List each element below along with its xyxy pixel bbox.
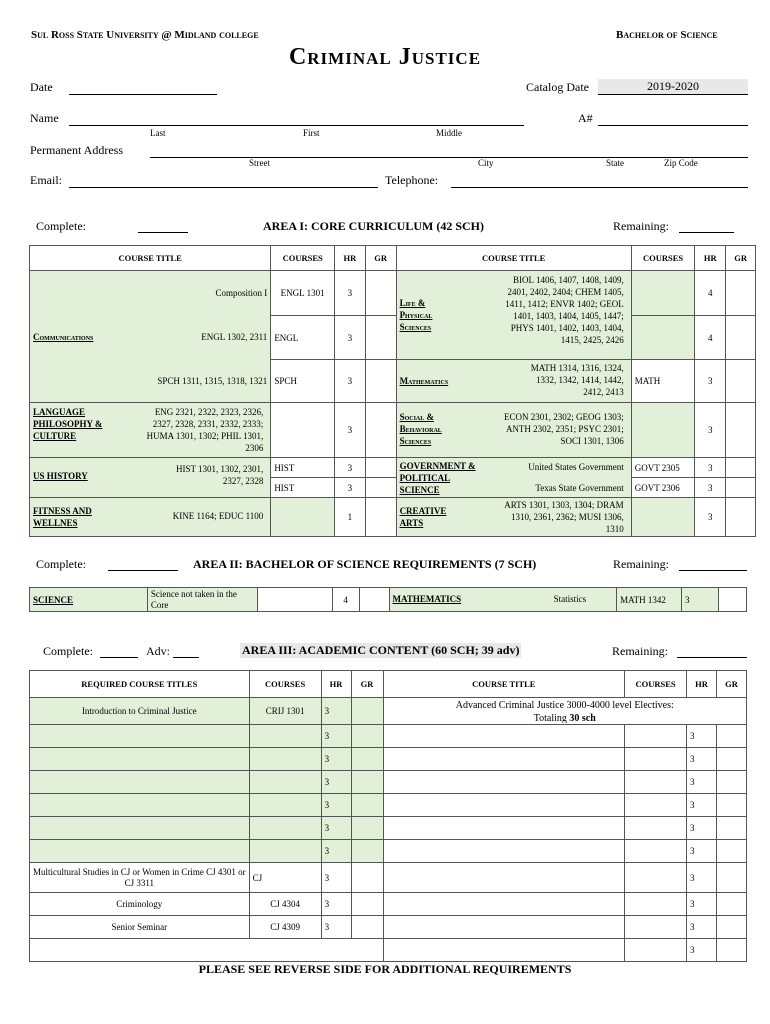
- university-header: Sul Ross State University @ Midland college: [31, 29, 259, 41]
- social-hr: 3: [695, 403, 726, 458]
- science-hr: 4: [332, 588, 359, 612]
- address-label: Permanent Address: [30, 143, 123, 157]
- life-gr-1[interactable]: [726, 271, 756, 316]
- req-title-6[interactable]: [30, 817, 250, 840]
- elec-title-2[interactable]: [383, 725, 625, 748]
- government-title-1: United States Government: [528, 462, 624, 472]
- government-hr-1: 3: [695, 458, 726, 478]
- english-course: ENGL: [271, 316, 335, 360]
- elec-course-10[interactable]: [625, 916, 687, 939]
- col-hr: HR: [334, 246, 365, 271]
- fitness-cell: [30, 498, 271, 537]
- language-cell: [30, 403, 271, 458]
- req-course-3[interactable]: [249, 748, 321, 771]
- elec-gr-9[interactable]: [716, 893, 746, 916]
- language-gr[interactable]: [365, 403, 396, 458]
- life-course-2[interactable]: [631, 316, 695, 360]
- area2-remaining-label: Remaining:: [613, 557, 669, 571]
- electives-cell: [383, 698, 747, 725]
- email-field[interactable]: [69, 187, 378, 188]
- elec-course-3[interactable]: [625, 748, 687, 771]
- elec-gr-2[interactable]: [716, 725, 746, 748]
- us-history-courses: HIST 1301, 1302, 2301, 2327, 2328: [175, 464, 264, 486]
- elec-course-6[interactable]: [625, 817, 687, 840]
- electives-line-2: [384, 713, 747, 723]
- elec-course-8[interactable]: [625, 863, 687, 893]
- bs-math-cell: [389, 588, 617, 612]
- req-hr-4: 3: [321, 771, 351, 794]
- life-hr-1: 4: [695, 271, 726, 316]
- area3-complete-label: Complete:: [43, 644, 93, 658]
- elec-hr-8: 3: [687, 863, 717, 893]
- government-course-2: GOVT 2306: [631, 478, 695, 498]
- a-number-label: A#: [578, 111, 593, 125]
- us-history-hr-2: 3: [334, 478, 365, 498]
- fitness-hr: 1: [334, 498, 365, 537]
- elec-title-11[interactable]: [383, 939, 625, 962]
- arts-course[interactable]: [631, 498, 695, 537]
- address-field[interactable]: [150, 157, 748, 158]
- math-hr: 3: [695, 360, 726, 403]
- senior-seminar-hr: 3: [321, 916, 351, 939]
- fitness-course[interactable]: [271, 498, 335, 537]
- req-course-7[interactable]: [249, 840, 321, 863]
- math-cell: [396, 360, 631, 403]
- us-history-gr-2[interactable]: [365, 478, 396, 498]
- english-hr: 3: [334, 316, 365, 360]
- life-course-1[interactable]: [631, 271, 695, 316]
- electives-line-1: Advanced Criminal Justice 3000-4000 level Electives:: [455, 700, 674, 711]
- col-gr-2: GR: [726, 246, 756, 271]
- science-desc: Science not taken in the Core: [147, 588, 257, 612]
- req-course-2[interactable]: [249, 725, 321, 748]
- communications-label: Communications: [33, 331, 94, 342]
- life-gr-2[interactable]: [726, 316, 756, 360]
- bs-math-gr[interactable]: [719, 588, 747, 612]
- degree-header: Bachelor of Science: [616, 29, 718, 41]
- arts-hr: 3: [695, 498, 726, 537]
- page-title: Criminal Justice: [288, 44, 482, 70]
- req-title-3[interactable]: [30, 748, 250, 771]
- area1-remaining-field[interactable]: [679, 232, 734, 233]
- government-gr-1[interactable]: [726, 458, 756, 478]
- req-gr-7[interactable]: [351, 840, 383, 863]
- col-courses-a3: COURSES: [249, 671, 321, 698]
- col-gr-a3-2: GR: [716, 671, 746, 698]
- col-courses: COURSES: [271, 246, 335, 271]
- elec-hr-7: 3: [687, 840, 717, 863]
- req-title-4[interactable]: [30, 771, 250, 794]
- elec-hr-10: 3: [687, 916, 717, 939]
- elec-title-4[interactable]: [383, 771, 625, 794]
- elec-title-3[interactable]: [383, 748, 625, 771]
- social-label: Social & Behavioral Sciences: [399, 412, 442, 446]
- address-sub-city: City: [478, 158, 494, 168]
- electives-hours: 30 sch: [569, 713, 596, 723]
- us-history-gr-1[interactable]: [365, 458, 396, 478]
- elec-course-4[interactable]: [625, 771, 687, 794]
- col-hr-a3-2: HR: [687, 671, 717, 698]
- language-label: LANGUAGE PHILOSOPHY & CULTURE: [33, 407, 103, 441]
- social-courses: ECON 2301, 2302; GEOG 1303; ANTH 2302, 2351; PSYC 2301; SOCI 1301, 1306: [503, 412, 624, 446]
- elec-title-7[interactable]: [383, 840, 625, 863]
- elec-hr-2: 3: [687, 725, 717, 748]
- elec-gr-3[interactable]: [716, 748, 746, 771]
- government-title-2: Texas State Government: [535, 483, 624, 493]
- col-course-title: COURSE TITLE: [30, 246, 271, 271]
- elec-title-8[interactable]: [383, 863, 625, 893]
- life-hr-2: 4: [695, 316, 726, 360]
- name-field[interactable]: [69, 125, 524, 126]
- science-label: SCIENCE: [30, 588, 148, 612]
- government-label: GOVERNMENT & POLITICAL SCIENCE: [399, 461, 476, 495]
- us-history-course-2: HIST: [271, 478, 335, 498]
- catalog-date-label: Catalog Date: [526, 80, 589, 94]
- speech-gr[interactable]: [365, 360, 396, 403]
- social-course[interactable]: [631, 403, 695, 458]
- intro-cj-hr: 3: [321, 698, 351, 725]
- elec-hr-3: 3: [687, 748, 717, 771]
- criminology-hr: 3: [321, 893, 351, 916]
- bs-math-course: MATH 1342: [617, 588, 682, 612]
- req-gr-4[interactable]: [351, 771, 383, 794]
- address-sub-state: State: [606, 158, 624, 168]
- req-hr-2: 3: [321, 725, 351, 748]
- composition-gr[interactable]: [365, 271, 396, 316]
- fitness-courses: KINE 1164; EDUC 1100: [172, 511, 264, 521]
- math-label: Mathematics: [399, 376, 449, 386]
- name-label: Name: [30, 111, 59, 125]
- elec-hr-4: 3: [687, 771, 717, 794]
- government-hr-2: 3: [695, 478, 726, 498]
- life-sciences-cell: [396, 271, 631, 360]
- bs-math-desc: Statistics: [553, 594, 587, 604]
- fitness-gr[interactable]: [365, 498, 396, 537]
- arts-cell: [396, 498, 631, 537]
- social-cell: [396, 403, 631, 458]
- a-number-field[interactable]: [598, 125, 748, 126]
- elec-gr-11[interactable]: [716, 939, 746, 962]
- elec-gr-10[interactable]: [716, 916, 746, 939]
- math-gr[interactable]: [726, 360, 756, 403]
- life-sciences-label: Life & Physical Sciences: [399, 298, 433, 332]
- bs-math-label: MATHEMATICS: [392, 594, 462, 604]
- req-gr-6[interactable]: [351, 817, 383, 840]
- speech-courses: SPCH 1311, 1315, 1318, 1321: [30, 360, 271, 403]
- area2-title: AREA II: BACHELOR OF SCIENCE REQUIREMENTS (7 SCH): [193, 557, 537, 571]
- blank-required-row[interactable]: [30, 939, 384, 962]
- col-gr-a3: GR: [351, 671, 383, 698]
- composition-hr: 3: [334, 271, 365, 316]
- area3-adv-field[interactable]: [173, 657, 199, 658]
- multicultural-label: Multicultural Studies in CJ or Women in Crime CJ 4301 or CJ 3311: [30, 863, 250, 893]
- area1-complete-field[interactable]: [138, 232, 188, 233]
- area2-complete-field[interactable]: [108, 570, 178, 571]
- elec-gr-6[interactable]: [716, 817, 746, 840]
- col-gr: GR: [365, 246, 396, 271]
- speech-hr: 3: [334, 360, 365, 403]
- elec-course-5[interactable]: [625, 794, 687, 817]
- arts-courses: ARTS 1301, 1303, 1304; DRAM 1310, 2361, 2362; MUSI 1306, 1310: [504, 500, 624, 534]
- email-label: Email:: [30, 173, 62, 187]
- area3-remaining-field[interactable]: [677, 657, 747, 658]
- senior-seminar-course: CJ 4309: [249, 916, 321, 939]
- us-history-hr-1: 3: [334, 458, 365, 478]
- criminology-label: Criminology: [30, 893, 250, 916]
- req-hr-6: 3: [321, 817, 351, 840]
- arts-gr[interactable]: [726, 498, 756, 537]
- address-sub-street: Street: [249, 158, 270, 168]
- science-course[interactable]: [257, 588, 332, 612]
- criminology-course: CJ 4304: [249, 893, 321, 916]
- us-history-course-1: HIST: [271, 458, 335, 478]
- catalog-date-value: 2019-2020: [598, 79, 748, 95]
- req-course-5[interactable]: [249, 794, 321, 817]
- arts-label: CREATIVE ARTS: [399, 506, 447, 528]
- fitness-label: FITNESS AND WELLNES: [33, 506, 92, 528]
- elec-hr-9: 3: [687, 893, 717, 916]
- senior-seminar-gr[interactable]: [351, 916, 383, 939]
- date-label: Date: [30, 80, 53, 94]
- elec-gr-5[interactable]: [716, 794, 746, 817]
- intro-cj-course: CRIJ 1301: [249, 698, 321, 725]
- government-gr-2[interactable]: [726, 478, 756, 498]
- multicultural-gr[interactable]: [351, 863, 383, 893]
- english-gr[interactable]: [365, 316, 396, 360]
- speech-course: SPCH: [271, 360, 335, 403]
- area2-remaining-field[interactable]: [679, 570, 747, 571]
- math-courses: MATH 1314, 1316, 1324, 1332, 1342, 1414, 1442, 2412, 2413: [530, 363, 624, 397]
- date-field[interactable]: [69, 94, 217, 95]
- multicultural-hr: 3: [321, 863, 351, 893]
- req-title-2[interactable]: [30, 725, 250, 748]
- language-courses: ENG 2321, 2322, 2323, 2326, 2327, 2328, 2331, 2332, 2333; HUMA 1301, 1302; PHIL 1301, 2306: [146, 407, 264, 453]
- req-hr-3: 3: [321, 748, 351, 771]
- col-hr-a3: HR: [321, 671, 351, 698]
- multicultural-course: CJ: [249, 863, 321, 893]
- area3-title: AREA III: ACADEMIC CONTENT (60 SCH; 39 adv): [242, 643, 520, 657]
- science-gr[interactable]: [359, 588, 389, 612]
- col-course-title-a3: COURSE TITLE: [383, 671, 625, 698]
- electives-totaling: Totaling: [533, 713, 570, 723]
- elec-course-7[interactable]: [625, 840, 687, 863]
- composition-course: ENGL 1301: [271, 271, 335, 316]
- req-hr-5: 3: [321, 794, 351, 817]
- req-course-6[interactable]: [249, 817, 321, 840]
- req-gr-5[interactable]: [351, 794, 383, 817]
- col-courses-a3-2: COURSES: [625, 671, 687, 698]
- government-course-1: GOVT 2305: [631, 458, 695, 478]
- elec-gr-4[interactable]: [716, 771, 746, 794]
- english-cell: [30, 316, 271, 360]
- intro-cj-label: Introduction to Criminal Justice: [30, 698, 250, 725]
- elec-hr-6: 3: [687, 817, 717, 840]
- social-gr[interactable]: [726, 403, 756, 458]
- language-course[interactable]: [271, 403, 335, 458]
- criminology-gr[interactable]: [351, 893, 383, 916]
- language-hr: 3: [334, 403, 365, 458]
- us-history-label: US HISTORY: [33, 471, 88, 481]
- elec-course-2[interactable]: [625, 725, 687, 748]
- area3-adv-label: Adv:: [146, 644, 170, 658]
- elec-title-5[interactable]: [383, 794, 625, 817]
- area3-remaining-label: Remaining:: [612, 644, 668, 658]
- area1-remaining-label: Remaining:: [613, 219, 669, 233]
- senior-seminar-label: Senior Seminar: [30, 916, 250, 939]
- us-history-cell: [30, 458, 271, 498]
- math-course: MATH: [631, 360, 695, 403]
- elec-title-10[interactable]: [383, 916, 625, 939]
- composition-label: Composition I: [30, 271, 271, 316]
- elec-gr-7[interactable]: [716, 840, 746, 863]
- name-sub-last: Last: [150, 128, 166, 138]
- area2-table: [29, 587, 747, 612]
- address-sub-zip: Zip Code: [664, 158, 698, 168]
- req-gr-2[interactable]: [351, 725, 383, 748]
- life-sciences-courses: BIOL 1406, 1407, 1408, 1409, 2401, 2402, 2404; CHEM 1405, 1411, 1412; ENVR 1402; GEOL 1401, 1403, 1404, 1405, 1447; PHYS 1401, 1402, 1403, 1404, 1415, 2425, 2426: [505, 275, 624, 345]
- area3-complete-field[interactable]: [100, 657, 138, 658]
- col-courses-2: COURSES: [631, 246, 695, 271]
- req-title-7[interactable]: [30, 840, 250, 863]
- elec-gr-8[interactable]: [716, 863, 746, 893]
- elec-course-11[interactable]: [625, 939, 687, 962]
- area1-table: [29, 245, 756, 537]
- intro-cj-gr[interactable]: [351, 698, 383, 725]
- area1-complete-label: Complete:: [36, 219, 86, 233]
- req-hr-7: 3: [321, 840, 351, 863]
- telephone-field[interactable]: [451, 187, 748, 188]
- col-course-title-2: COURSE TITLE: [396, 246, 631, 271]
- req-gr-3[interactable]: [351, 748, 383, 771]
- footer-note: PLEASE SEE REVERSE SIDE FOR ADDITIONAL REQUIREMENTS: [198, 962, 572, 976]
- elec-hr-11: 3: [687, 939, 717, 962]
- req-title-5[interactable]: [30, 794, 250, 817]
- name-sub-first: First: [303, 128, 320, 138]
- col-hr-2: HR: [695, 246, 726, 271]
- elec-title-9[interactable]: [383, 893, 625, 916]
- area1-title: AREA I: CORE CURRICULUM (42 SCH): [263, 219, 485, 233]
- english-courses: ENGL 1302, 2311: [201, 331, 268, 342]
- elec-course-9[interactable]: [625, 893, 687, 916]
- bs-math-hr: 3: [682, 588, 719, 612]
- col-required-titles: REQUIRED COURSE TITLES: [30, 671, 250, 698]
- telephone-label: Telephone:: [385, 173, 439, 187]
- req-course-4[interactable]: [249, 771, 321, 794]
- area3-table: [29, 670, 747, 962]
- elec-title-6[interactable]: [383, 817, 625, 840]
- government-cell: [396, 458, 631, 498]
- name-sub-middle: Middle: [436, 128, 462, 138]
- elec-hr-5: 3: [687, 794, 717, 817]
- area2-complete-label: Complete:: [36, 557, 86, 571]
